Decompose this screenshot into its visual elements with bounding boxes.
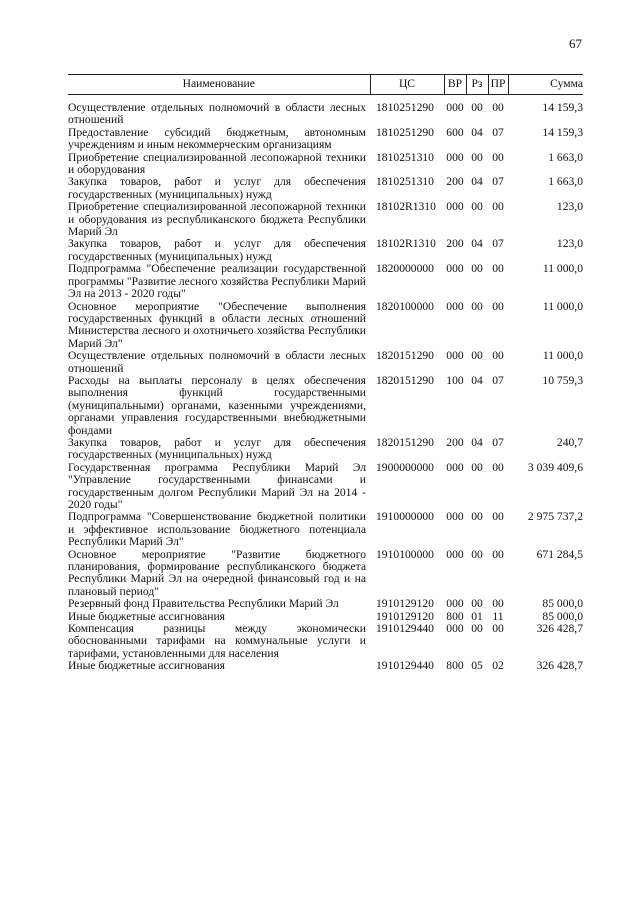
row-pr: 00 <box>492 547 504 561</box>
row-cs: 1810251310 <box>376 150 434 164</box>
row-cs: 1900000000 <box>376 460 434 474</box>
row-sum: 14 159,3 <box>542 101 583 114</box>
row-pr: 07 <box>492 435 504 449</box>
row-name: Расходы на выплаты персоналу в целях обеспечения выполнения функций государственными (муниципальными) органами, казенными учреждениями, органами управления государственными внебюджетными фондами <box>68 373 366 437</box>
row-name: Компенсация разницы между экономически обоснованными тарифами на коммунальные услуги и тарифами, установленными для населения <box>68 622 366 660</box>
row-cs: 1820100000 <box>376 299 434 313</box>
row-rz: 04 <box>471 125 483 139</box>
row-name: Иные бюджетные ассигнования <box>68 659 225 673</box>
table-row <box>68 201 583 238</box>
row-name: Закупка товаров, работ и услуг для обеспечения государственных (муниципальных) нужд <box>68 435 366 462</box>
row-pr: 00 <box>492 597 504 611</box>
row-vr: 100 <box>446 373 464 387</box>
row-name: Осуществление отдельных полномочий в области лесных отношений <box>68 101 366 127</box>
row-name: Приобретение специализированной лесопожарной техники и оборудования <box>68 150 366 177</box>
row-vr: 600 <box>446 125 464 139</box>
row-rz: 00 <box>471 200 483 214</box>
row-pr: 07 <box>492 237 504 251</box>
row-cs: 18102R1310 <box>376 200 436 214</box>
row-vr: 000 <box>446 200 464 214</box>
header-sum: Сумма <box>508 75 583 95</box>
row-vr: 000 <box>446 150 464 164</box>
row-rz: 04 <box>471 175 483 189</box>
row-sum: 85 000,0 <box>542 609 583 623</box>
row-rz: 04 <box>471 435 483 449</box>
row-pr: 00 <box>492 150 504 164</box>
table-row <box>68 598 583 610</box>
row-vr: 000 <box>446 299 464 313</box>
table-row <box>68 462 583 512</box>
row-pr: 00 <box>492 349 504 363</box>
row-pr: 00 <box>492 299 504 313</box>
row-pr: 07 <box>492 175 504 189</box>
row-cs: 1910129440 <box>376 622 434 636</box>
row-vr: 000 <box>446 460 464 474</box>
row-cs: 18102R1310 <box>376 237 436 251</box>
row-vr: 000 <box>446 262 464 276</box>
table-row <box>68 350 583 375</box>
budget-table <box>68 74 583 673</box>
header-pr: ПР <box>488 75 508 95</box>
row-cs: 1820000000 <box>376 262 434 276</box>
row-vr: 000 <box>446 547 464 561</box>
row-cs: 1810251290 <box>376 125 434 139</box>
row-name: Закупка товаров, работ и услуг для обеспечения государственных (муниципальных) нужд <box>68 237 366 263</box>
row-sum: 326 428,7 <box>536 622 583 636</box>
row-rz: 00 <box>471 101 483 114</box>
row-rz: 00 <box>471 150 483 164</box>
row-sum: 14 159,3 <box>542 125 583 139</box>
row-rz: 01 <box>471 609 483 623</box>
table-row <box>68 511 583 548</box>
row-cs: 1810251290 <box>376 101 434 114</box>
row-pr: 00 <box>492 101 504 114</box>
row-cs: 1810251310 <box>376 175 434 189</box>
row-sum: 123,0 <box>556 237 583 251</box>
row-sum: 240,7 <box>556 435 583 449</box>
row-vr: 000 <box>446 349 464 363</box>
table-row <box>68 238 583 263</box>
row-name: Иные бюджетные ассигнования <box>68 609 225 623</box>
row-sum: 11 000,0 <box>542 262 583 276</box>
row-rz: 00 <box>471 299 483 313</box>
row-vr: 000 <box>446 101 464 114</box>
row-pr: 07 <box>492 373 504 387</box>
table-row <box>68 176 583 201</box>
row-sum: 2 975 737,2 <box>527 510 583 524</box>
row-name: Приобретение специализированной лесопожарной техники и оборудования из республиканского бюджета Республики Марий Эл <box>68 200 366 239</box>
row-name: Осуществление отдельных полномочий в области лесных отношений <box>68 349 366 375</box>
row-sum: 671 284,5 <box>536 547 583 561</box>
row-rz: 00 <box>471 262 483 276</box>
row-name: Резервный фонд Правительства Республики Марий Эл <box>68 597 339 611</box>
row-name: Государственная программа Республики Марий Эл "Управление государственными финансами и государственным долгом Республики Марий Эл на 2014 - 2020 годы" <box>68 460 366 511</box>
row-cs: 1910100000 <box>376 547 434 561</box>
row-pr: 00 <box>492 200 504 214</box>
table-row <box>68 95 583 127</box>
row-rz: 00 <box>471 510 483 524</box>
row-sum: 10 759,3 <box>542 373 583 387</box>
table-row <box>68 127 583 152</box>
row-sum: 3 039 409,6 <box>527 460 583 474</box>
row-cs: 1820151290 <box>376 435 434 449</box>
row-rz: 05 <box>471 659 483 673</box>
row-cs: 1820151290 <box>376 349 434 363</box>
table-header-row <box>68 75 583 95</box>
row-rz: 04 <box>471 237 483 251</box>
row-cs: 1910129440 <box>376 659 434 673</box>
row-name: Закупка товаров, работ и услуг для обеспечения государственных (муниципальных) нужд <box>68 175 366 201</box>
row-pr: 00 <box>492 622 504 636</box>
row-rz: 00 <box>471 349 483 363</box>
row-pr: 00 <box>492 510 504 524</box>
row-pr: 11 <box>492 609 504 623</box>
table-row <box>68 263 583 300</box>
row-vr: 200 <box>446 435 464 449</box>
row-pr: 02 <box>492 659 504 673</box>
row-pr: 00 <box>492 460 504 474</box>
row-rz: 04 <box>471 373 483 387</box>
row-vr: 000 <box>446 510 464 524</box>
table-row <box>68 623 583 660</box>
row-vr: 200 <box>446 237 464 251</box>
row-sum: 1 663,0 <box>548 175 583 189</box>
row-sum: 11 000,0 <box>542 299 583 313</box>
row-rz: 00 <box>471 622 483 636</box>
row-rz: 00 <box>471 547 483 561</box>
row-vr: 000 <box>446 597 464 611</box>
header-rz: Рз <box>466 75 488 95</box>
table-row <box>68 437 583 462</box>
row-rz: 00 <box>471 597 483 611</box>
row-cs: 1910129120 <box>376 597 434 611</box>
row-vr: 800 <box>446 659 464 673</box>
table-row <box>68 152 583 177</box>
row-vr: 000 <box>446 622 464 636</box>
row-name: Основное мероприятие "Обеспечение выполнения государственных функций в области лесных отношений Министерства лесного и охотничьего хозяйства Республики Марий Эл" <box>68 299 366 350</box>
row-pr: 07 <box>492 125 504 139</box>
header-cs: ЦС <box>370 75 444 95</box>
row-sum: 123,0 <box>556 200 583 214</box>
row-name: Подпрограмма "Совершенствование бюджетной политики и эффективное использование бюджетного потенциала Республики Марий Эл" <box>68 510 366 549</box>
row-sum: 11 000,0 <box>542 349 583 363</box>
row-name: Основное мероприятие "Развитие бюджетного планирования, формирование республиканского бюджета Республики Марий Эл на очередной финансовый год и на плановый период" <box>68 547 366 598</box>
row-rz: 00 <box>471 460 483 474</box>
page-number: 67 <box>569 36 582 51</box>
table-row <box>68 301 583 351</box>
table-row <box>68 660 583 672</box>
table-row <box>68 549 583 599</box>
row-vr: 800 <box>446 609 464 623</box>
row-cs: 1910129120 <box>376 609 434 623</box>
row-name: Подпрограмма "Обеспечение реализации государственной программы "Развитие лесного хозяйства Республики Марий Эл на 2013 - 2020 годы" <box>68 262 366 301</box>
row-pr: 00 <box>492 262 504 276</box>
row-name: Предоставление субсидий бюджетным, автономным учреждениям и иным некоммерческим организациям <box>68 125 366 152</box>
header-vr: ВР <box>444 75 466 95</box>
row-vr: 200 <box>446 175 464 189</box>
row-sum: 85 000,0 <box>542 597 583 611</box>
table-row <box>68 375 583 437</box>
row-cs: 1910000000 <box>376 510 434 524</box>
header-name: Наименование <box>68 75 370 95</box>
row-sum: 326 428,7 <box>536 659 583 673</box>
row-sum: 1 663,0 <box>548 150 583 164</box>
row-cs: 1820151290 <box>376 373 434 387</box>
